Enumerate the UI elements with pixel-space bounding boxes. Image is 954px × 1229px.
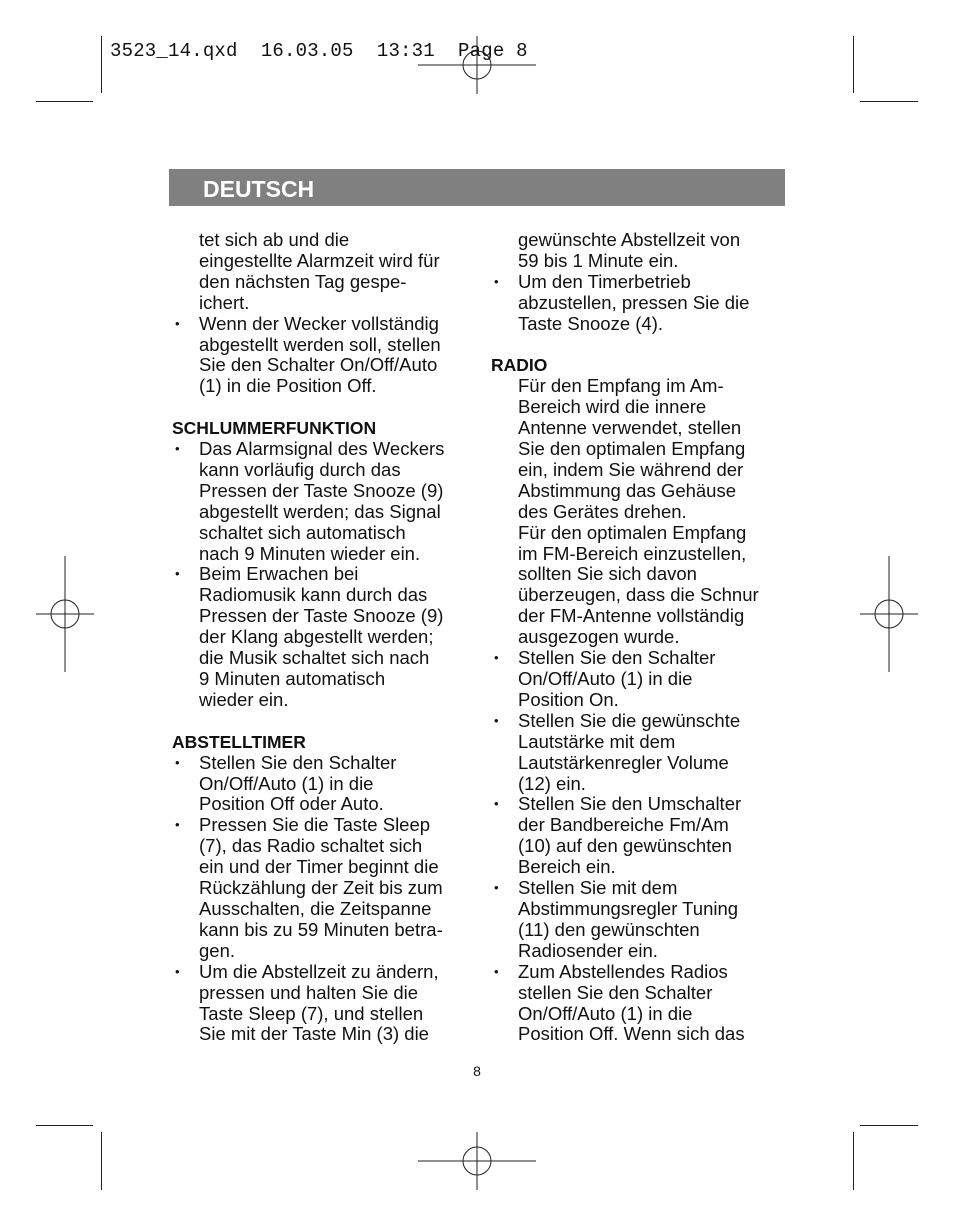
- alarm-continuation-text: tet sich ab und die eingestellte Alarmzeit wird für den nächsten Tag gespe- ichert.: [199, 229, 440, 313]
- registration-mark-right: [860, 556, 918, 672]
- right-column: [491, 230, 791, 1045]
- crop-mark-bottom-right-horizontal: [860, 1125, 918, 1126]
- snooze-bullet: • Beim Erwachen bei Radiomusik kann durch das Pressen der Taste Snooze (9) der Klang abgestellt werden; die Musik schaltet sich nach 9 Minuten automatisch wieder ein.: [172, 564, 472, 710]
- page-number: 8: [473, 1063, 481, 1079]
- radio-bullet: • Stellen Sie die gewünschte Lautstärke mit dem Lautstärkenregler Volume (12) ein.: [491, 711, 791, 795]
- crop-mark-top-left-horizontal: [36, 101, 93, 102]
- crop-mark-top-right-horizontal: [860, 101, 918, 102]
- radio-heading: RADIO: [491, 355, 548, 376]
- timer-off-bullet: • Um den Timerbetrieb abzustellen, pressen Sie die Taste Snooze (4).: [491, 272, 791, 335]
- radio-bullet: • Stellen Sie den Schalter On/Off/Auto (1) in die Position On.: [491, 648, 791, 711]
- registration-mark-left: [36, 556, 94, 672]
- language-header-bar: [169, 169, 785, 206]
- radio-bullet: • Stellen Sie den Umschalter der Bandbereiche Fm/Am (10) auf den gewünschten Bereich ein.: [491, 794, 791, 878]
- snooze-bullet: • Das Alarmsignal des Weckers kann vorläufig durch das Pressen der Taste Snooze (9) abgestellt werden; das Signal schaltet sich automatisch nach 9 Minuten wieder ein.: [172, 439, 472, 564]
- sleep-timer-heading: ABSTELLTIMER: [172, 731, 306, 752]
- language-title: DEUTSCH: [203, 176, 315, 202]
- alarm-off-bullet: • Wenn der Wecker vollständig abgestellt werden soll, stellen Sie den Schalter On/Off/Auto (1) in die Position Off.: [172, 314, 472, 398]
- left-column: [172, 230, 472, 1045]
- sleep-timer-bullet: • Pressen Sie die Taste Sleep (7), das Radio schaltet sich ein und der Timer beginnt die Rückzählung der Zeit bis zum Ausschalten, die Zeitspanne kann bis zu 59 Minuten betra- gen.: [172, 815, 472, 961]
- snooze-heading: SCHLUMMERFUNKTION: [172, 418, 377, 439]
- crop-mark-bottom-right-vertical: [853, 1132, 854, 1190]
- sleep-timer-bullet: • Um die Abstellzeit zu ändern, pressen und halten Sie die Taste Sleep (7), und stellen Sie mit der Taste Min (3) die: [172, 962, 472, 1046]
- crop-mark-top-right-vertical: [853, 36, 854, 93]
- print-slug: 3523_14.qxd 16.03.05 13:31 Page 8: [110, 40, 528, 62]
- registration-mark-bottom: [418, 1132, 536, 1190]
- sleep-timer-continuation-text: gewünschte Abstellzeit von 59 bis 1 Minute ein.: [518, 229, 741, 271]
- radio-bullet: • Stellen Sie mit dem Abstimmungsregler Tuning (11) den gewünschten Radiosender ein.: [491, 878, 791, 962]
- crop-mark-bottom-left-vertical: [101, 1132, 102, 1190]
- sleep-timer-bullet: • Stellen Sie den Schalter On/Off/Auto (1) in die Position Off oder Auto.: [172, 753, 472, 816]
- crop-mark-top-left-vertical: [101, 36, 102, 93]
- crop-mark-bottom-left-horizontal: [36, 1125, 93, 1126]
- radio-bullet: • Zum Abstellendes Radios stellen Sie den Schalter On/Off/Auto (1) in die Position Off. Wenn sich das: [491, 962, 791, 1046]
- radio-antenna-text: Für den Empfang im Am- Bereich wird die innere Antenne verwendet, stellen Sie den optimalen Empfang ein, indem Sie während der Abstimmung das Gehäuse des Gerätes drehen. Für den optimalen Empfang im FM-Bereich einzustellen, sollten Sie sich davon überzeugen, dass die Schnur der FM-Antenne vollständig ausgezogen wurde.: [518, 375, 759, 648]
